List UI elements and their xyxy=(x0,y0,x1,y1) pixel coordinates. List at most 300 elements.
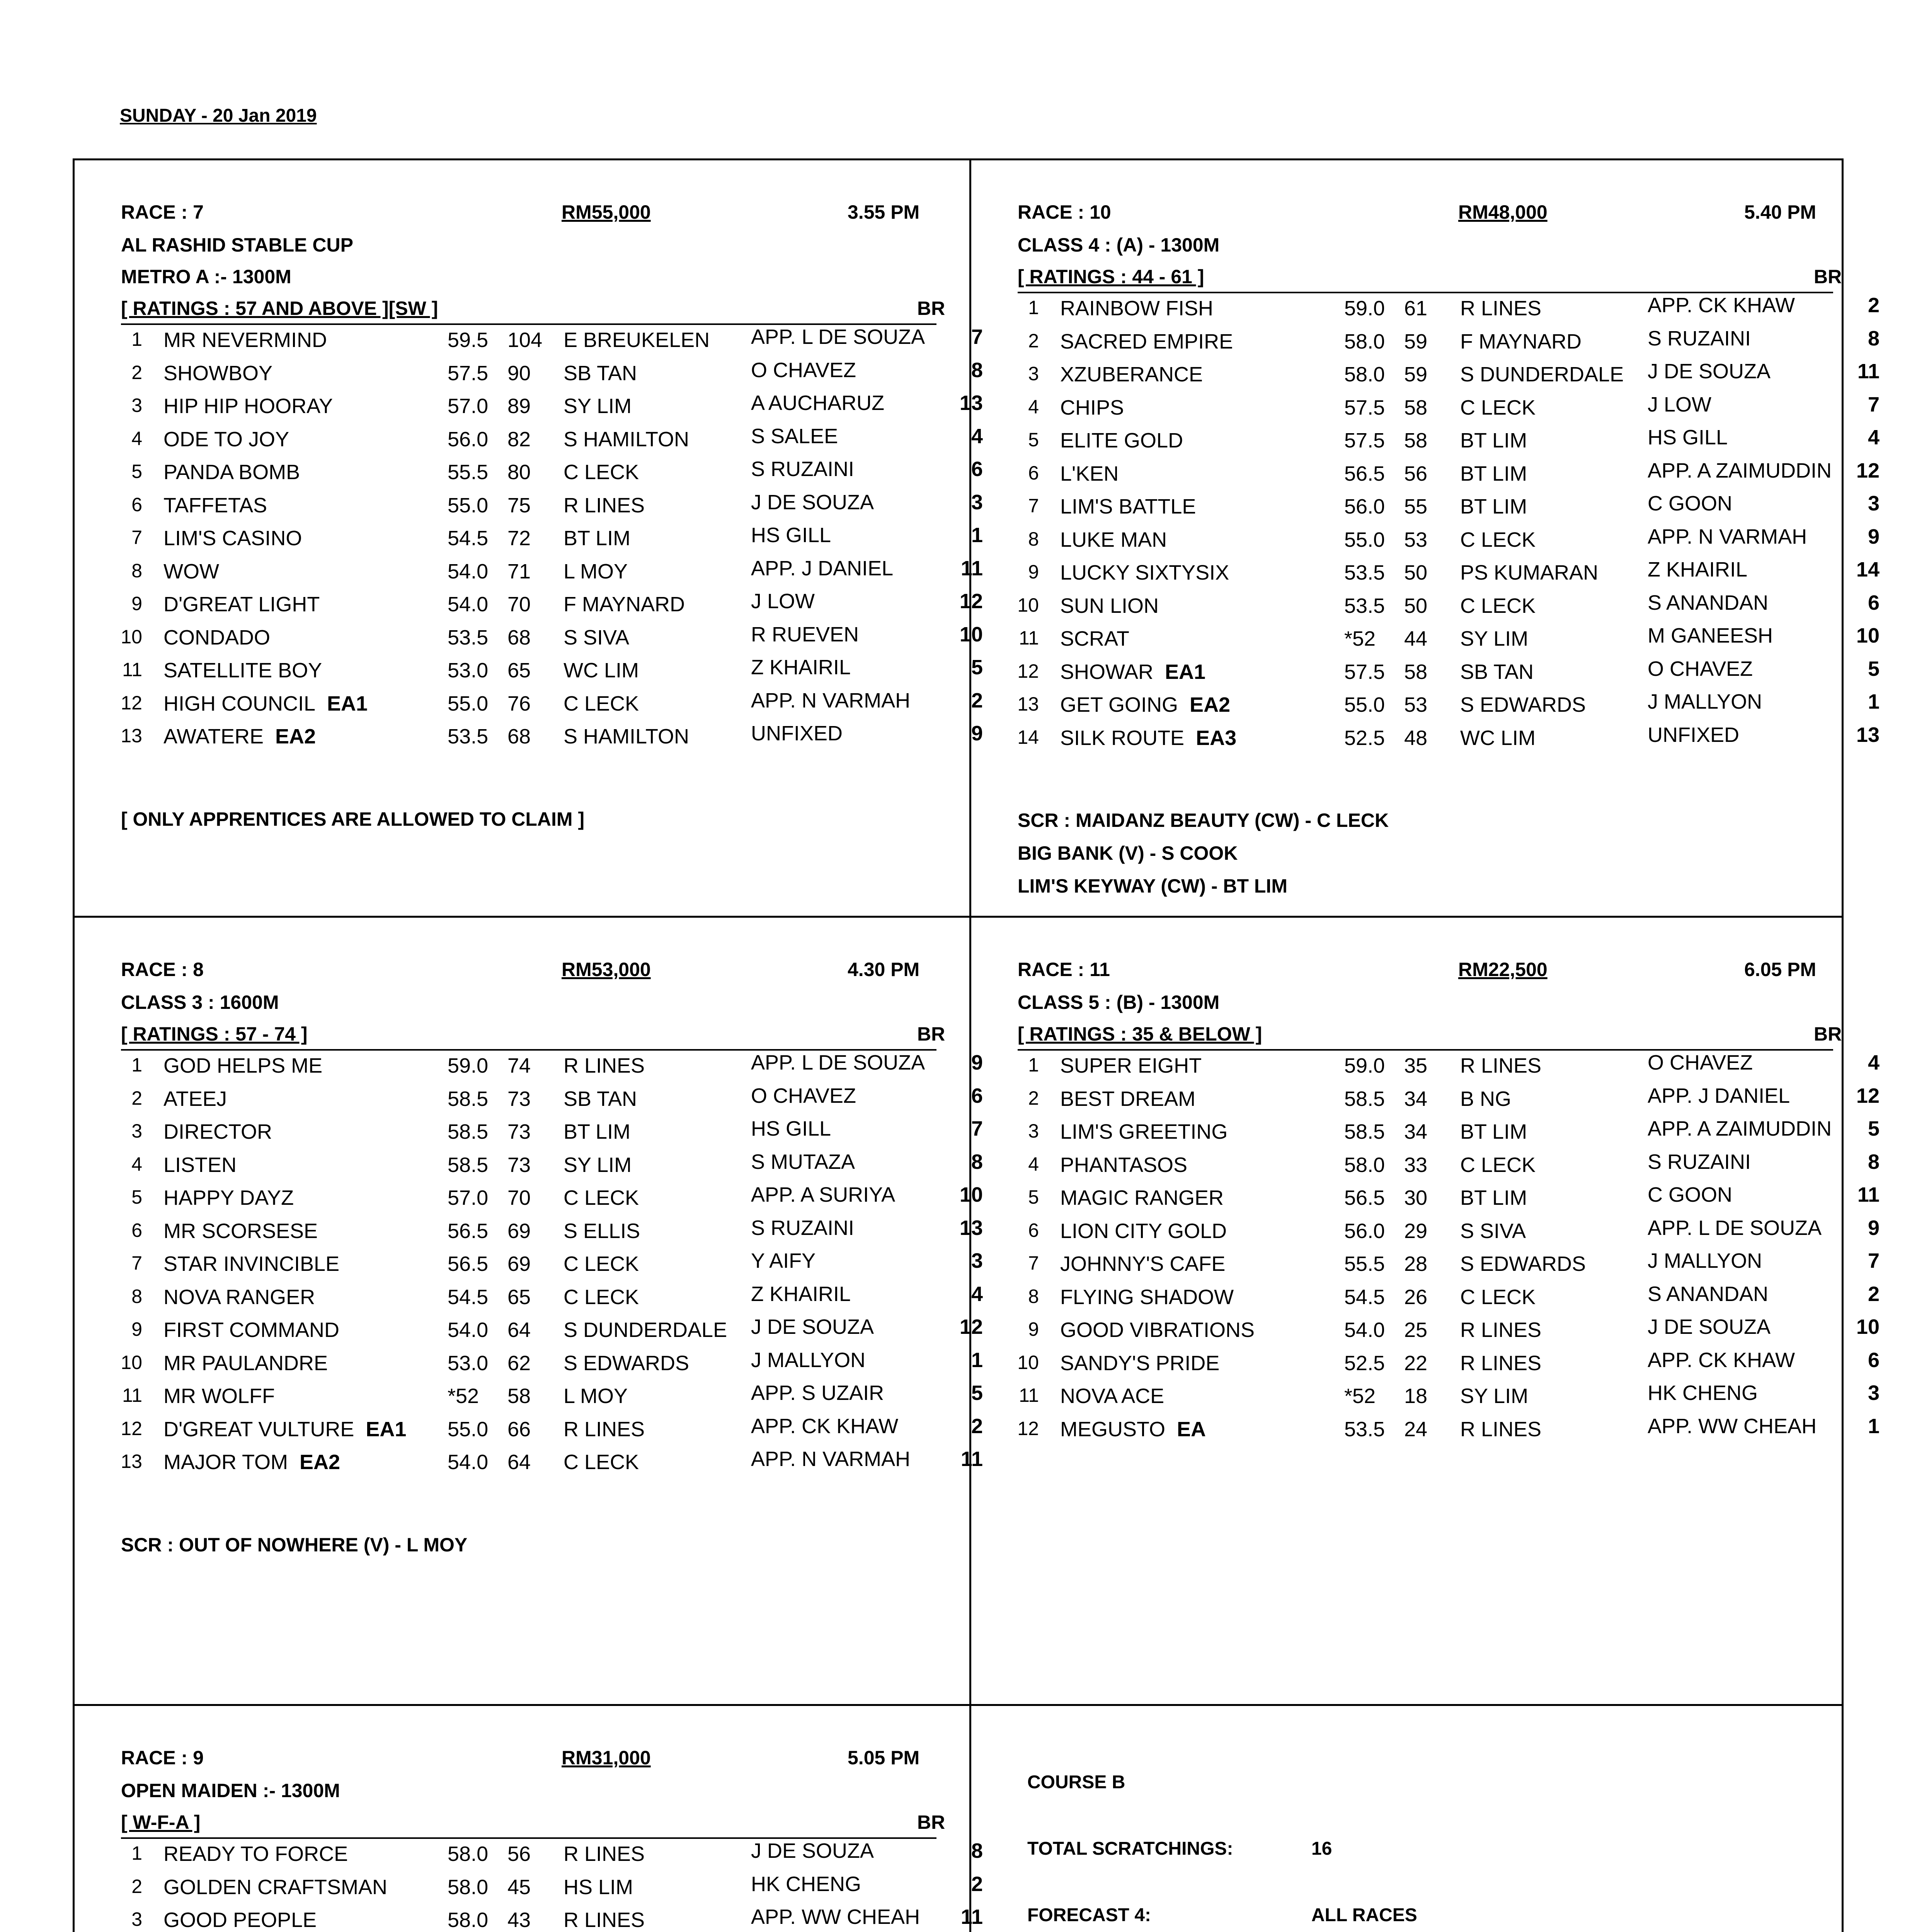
race-note: BIG BANK (V) - S COOK xyxy=(1018,842,1238,864)
rating: 64 xyxy=(507,1318,531,1342)
barrier: 6 xyxy=(971,1084,983,1107)
horse-name-text: LIM'S BATTLE xyxy=(1060,495,1196,518)
weight: 54.0 xyxy=(448,593,489,616)
horse-name-text: DIRECTOR xyxy=(163,1120,272,1143)
race-note: SCR : MAIDANZ BEAUTY (CW) - C LECK xyxy=(1018,810,1389,831)
runner-number: 13 xyxy=(121,725,142,747)
weight: 53.5 xyxy=(448,725,489,748)
horse-name-text: GOD HELPS ME xyxy=(163,1054,323,1077)
runner-number: 6 xyxy=(131,1219,142,1241)
rating: 25 xyxy=(1404,1318,1428,1342)
meeting-info-panel xyxy=(971,1706,1856,1932)
jockey: Z KHAIRIL xyxy=(751,656,851,679)
weight: 52.5 xyxy=(1344,726,1385,750)
trainer: S SIVA xyxy=(1460,1219,1526,1243)
jockey: UNFIXED xyxy=(751,722,843,745)
runner-row xyxy=(121,1183,983,1218)
race-purse: RM22,500 xyxy=(1458,959,1548,980)
horse-name xyxy=(163,1054,322,1078)
weight: 58.5 xyxy=(448,1120,489,1143)
race-8-panel xyxy=(75,918,983,1706)
runner-row xyxy=(121,1414,983,1450)
horse-name xyxy=(1060,396,1124,420)
trainer: R LINES xyxy=(1460,297,1542,320)
trainer: SY LIM xyxy=(564,1153,632,1177)
rating: 90 xyxy=(507,361,531,385)
barrier: 7 xyxy=(1868,393,1880,416)
trainer: WC LIM xyxy=(1460,726,1536,750)
trainer: S DUNDERDALE xyxy=(564,1318,727,1342)
runner-number: 2 xyxy=(1028,330,1039,352)
rating: 18 xyxy=(1404,1384,1428,1408)
barrier: 2 xyxy=(1868,1282,1880,1306)
weight: 56.0 xyxy=(1344,495,1385,518)
runner-number: 6 xyxy=(131,493,142,515)
jockey: HS GILL xyxy=(751,1117,831,1140)
race-ratings: [ RATINGS : 44 - 61 ] xyxy=(1018,266,1204,287)
horse-name xyxy=(1060,296,1213,320)
barrier: 11 xyxy=(960,1447,983,1471)
jockey: APP. CK KHAW xyxy=(751,1414,899,1438)
barrier: 5 xyxy=(1868,657,1880,680)
barrier: 9 xyxy=(971,722,983,745)
runner-number: 13 xyxy=(121,1451,142,1472)
horse-name-text: D'GREAT LIGHT xyxy=(163,593,320,616)
horse-name xyxy=(163,1384,275,1408)
runner-number: 8 xyxy=(131,1285,142,1307)
horse-name xyxy=(1060,726,1236,750)
horse-name xyxy=(163,526,302,550)
horse-name-text: HAPPY DAYZ xyxy=(163,1186,294,1209)
runner-row xyxy=(121,1381,983,1417)
horse-name-text: NOVA ACE xyxy=(1060,1384,1165,1408)
weight: 57.5 xyxy=(1344,660,1385,684)
trainer: B NG xyxy=(1460,1087,1512,1111)
barrier: 3 xyxy=(971,490,983,514)
jockey: APP. A ZAIMUDDIN xyxy=(1648,459,1832,482)
race-ratings: [ RATINGS : 57 AND ABOVE ][SW ] xyxy=(121,298,438,319)
jockey: APP. WW CHEAH xyxy=(1648,1414,1817,1438)
runner-number: 11 xyxy=(1019,627,1039,649)
runner-number: 4 xyxy=(1028,396,1039,418)
horse-name-text: WOW xyxy=(163,560,219,583)
horse-name xyxy=(163,1908,317,1932)
rating: 22 xyxy=(1404,1351,1428,1375)
weight: 58.0 xyxy=(1344,363,1385,386)
trainer: S SIVA xyxy=(564,626,630,649)
jockey: APP. N VARMAH xyxy=(751,1447,911,1471)
jockey: APP. S UZAIR xyxy=(751,1381,884,1405)
trainer: SB TAN xyxy=(564,361,637,385)
weight: 56.5 xyxy=(448,1219,489,1243)
runner-number: 12 xyxy=(1017,1417,1039,1439)
runner-row xyxy=(1017,657,1880,692)
runner-number: 3 xyxy=(1028,1120,1039,1142)
jockey: APP. A ZAIMUDDIN xyxy=(1648,1117,1832,1140)
runner-number: 7 xyxy=(1028,495,1039,517)
rating: 53 xyxy=(1404,528,1428,551)
jockey: R RUEVEN xyxy=(751,622,859,646)
rating: 74 xyxy=(507,1054,531,1077)
race-time: 5.40 PM xyxy=(1744,201,1817,223)
horse-name-text: SHOWBOY xyxy=(163,361,273,385)
runner-number: 3 xyxy=(131,1908,142,1930)
trainer: C LECK xyxy=(1460,396,1536,419)
barrier-header: BR xyxy=(917,1811,945,1833)
course-label: COURSE B xyxy=(1027,1772,1125,1793)
barrier: 12 xyxy=(1856,1084,1880,1107)
horse-name xyxy=(1060,362,1203,386)
runner-number: 1 xyxy=(131,1842,142,1864)
race-note: SCR : OUT OF NOWHERE (V) - L MOY xyxy=(121,1534,468,1556)
trainer: R LINES xyxy=(1460,1417,1542,1441)
barrier: 8 xyxy=(971,358,983,382)
trainer: S EDWARDS xyxy=(1460,1252,1586,1276)
rating: 64 xyxy=(507,1451,531,1474)
weight: 56.5 xyxy=(448,1252,489,1276)
race-number: RACE : 8 xyxy=(121,959,204,980)
rating: 65 xyxy=(507,1285,531,1309)
rating: 55 xyxy=(1404,495,1428,518)
trainer: SY LIM xyxy=(1460,1384,1529,1408)
jockey: Z KHAIRIL xyxy=(1648,558,1748,581)
horse-name xyxy=(1060,462,1119,486)
runner-row xyxy=(121,722,983,757)
rating: 70 xyxy=(507,593,531,616)
race-purse: RM48,000 xyxy=(1458,201,1548,223)
horse-name-text: D'GREAT VULTURE xyxy=(163,1417,354,1441)
weight: 54.0 xyxy=(1344,1318,1385,1342)
horse-name xyxy=(163,658,322,682)
horse-name-text: MR NEVERMIND xyxy=(163,328,327,352)
jockey: HS GILL xyxy=(1648,426,1728,449)
rating: 75 xyxy=(507,493,531,517)
emergency-acceptor: EA2 xyxy=(1190,693,1231,716)
emergency-acceptor: EA1 xyxy=(366,1417,407,1441)
trainer: SY LIM xyxy=(564,395,632,418)
barrier: 12 xyxy=(1856,459,1880,482)
jockey: J DE SOUZA xyxy=(751,1839,874,1862)
runner-row xyxy=(1018,624,1880,659)
rating: 80 xyxy=(507,461,531,484)
runner-row xyxy=(1018,1216,1880,1252)
barrier: 2 xyxy=(971,1872,983,1896)
rating: 66 xyxy=(507,1417,531,1441)
horse-name xyxy=(163,592,320,616)
horse-name xyxy=(1060,1054,1202,1078)
barrier: 11 xyxy=(960,1905,983,1929)
weight: 55.0 xyxy=(1344,693,1385,716)
horse-name xyxy=(1060,1120,1227,1144)
jockey: APP. L DE SOUZA xyxy=(1648,1216,1822,1240)
barrier: 1 xyxy=(1868,690,1880,713)
barrier: 3 xyxy=(1868,1381,1880,1405)
runner-row xyxy=(121,556,983,592)
runner-row xyxy=(121,1117,983,1152)
race-7-panel xyxy=(75,160,983,949)
horse-name xyxy=(163,560,219,583)
jockey: APP. WW CHEAH xyxy=(751,1905,920,1929)
rating: 82 xyxy=(507,427,531,451)
trainer: F MAYNARD xyxy=(1460,330,1582,353)
jockey: O CHAVEZ xyxy=(1648,657,1753,680)
jockey: APP. CK KHAW xyxy=(1648,1348,1795,1372)
weight: 55.5 xyxy=(448,461,489,484)
weight: *52 xyxy=(1344,1384,1376,1408)
runner-row xyxy=(121,1348,983,1384)
jockey: C GOON xyxy=(1648,1183,1733,1206)
runner-number: 2 xyxy=(131,361,142,383)
horse-name xyxy=(163,493,267,517)
race-time: 3.55 PM xyxy=(848,201,920,223)
runner-row xyxy=(121,1282,983,1318)
horse-name-text: RAINBOW FISH xyxy=(1060,297,1214,320)
horse-name-text: GOOD PEOPLE xyxy=(163,1908,317,1932)
horse-name xyxy=(1060,1252,1225,1276)
horse-name-text: BEST DREAM xyxy=(1060,1087,1196,1111)
rating: 104 xyxy=(507,328,543,352)
weight: 58.5 xyxy=(1344,1120,1385,1143)
rating: 50 xyxy=(1404,561,1428,584)
trainer: BT LIM xyxy=(1460,1186,1527,1209)
horse-name xyxy=(1060,429,1183,452)
horse-name xyxy=(163,626,270,650)
horse-name xyxy=(1060,1417,1206,1441)
weight: 57.5 xyxy=(1344,396,1385,419)
horse-name-text: MEGUSTO xyxy=(1060,1417,1166,1441)
rating: 58 xyxy=(1404,429,1428,452)
horse-name xyxy=(1060,1351,1219,1375)
trainer: F MAYNARD xyxy=(564,593,685,616)
barrier: 10 xyxy=(959,622,983,646)
trainer: C LECK xyxy=(564,692,639,715)
barrier: 6 xyxy=(1868,1348,1880,1372)
rating: 58 xyxy=(507,1384,531,1408)
runner-row xyxy=(1017,723,1880,759)
horse-name-text: ODE TO JOY xyxy=(163,427,289,451)
rating: 43 xyxy=(507,1908,531,1932)
weight: 55.0 xyxy=(448,493,489,517)
runner-number: 3 xyxy=(131,395,142,416)
race-time: 6.05 PM xyxy=(1744,959,1817,980)
trainer: BT LIM xyxy=(564,1120,631,1143)
horse-name-text: SILK ROUTE xyxy=(1060,726,1185,750)
rating: 68 xyxy=(507,626,531,649)
horse-name-text: STAR INVINCIBLE xyxy=(163,1252,340,1276)
race-number: RACE : 9 xyxy=(121,1747,204,1769)
runner-row xyxy=(121,325,983,361)
horse-name-text: NOVA RANGER xyxy=(163,1285,315,1309)
barrier: 4 xyxy=(1868,426,1880,449)
horse-name-text: JOHNNY'S CAFE xyxy=(1060,1252,1226,1276)
trainer: E BREUKELEN xyxy=(564,328,710,352)
emergency-acceptor: EA2 xyxy=(275,725,316,748)
trainer: BT LIM xyxy=(1460,462,1527,485)
horse-name xyxy=(163,692,368,716)
horse-name xyxy=(163,1120,272,1144)
trainer: SB TAN xyxy=(1460,660,1534,684)
jockey: J MALLYON xyxy=(1648,1249,1762,1272)
runner-row xyxy=(1018,294,1880,329)
race-number: RACE : 11 xyxy=(1018,959,1110,980)
runner-number: 2 xyxy=(1028,1087,1039,1109)
rating: 69 xyxy=(507,1252,531,1276)
runner-row xyxy=(1018,393,1880,428)
race-number: RACE : 7 xyxy=(121,201,204,223)
rating: 68 xyxy=(507,725,531,748)
barrier: 1 xyxy=(971,524,983,547)
horse-name-text: LUKE MAN xyxy=(1060,528,1167,551)
jockey: J MALLYON xyxy=(1648,690,1762,713)
horse-name xyxy=(163,1417,406,1441)
barrier: 13 xyxy=(959,1216,983,1240)
barrier: 8 xyxy=(971,1150,983,1173)
race-11-panel xyxy=(971,918,1880,1706)
runner-number: 1 xyxy=(131,1054,142,1076)
horse-name xyxy=(1060,1384,1164,1408)
rating: 59 xyxy=(1404,363,1428,386)
horse-name xyxy=(1060,495,1196,519)
horse-name xyxy=(1060,1219,1227,1243)
runner-row xyxy=(121,689,983,724)
horse-name-text: MR SCORSESE xyxy=(163,1219,318,1243)
race-number: RACE : 10 xyxy=(1018,201,1111,223)
trainer: C LECK xyxy=(1460,1285,1536,1309)
runner-row xyxy=(121,391,983,427)
trainer: HS LIM xyxy=(564,1875,633,1899)
trainer: S EDWARDS xyxy=(564,1351,690,1375)
horse-name-text: SACRED EMPIRE xyxy=(1060,330,1233,353)
runner-row xyxy=(1018,1282,1880,1318)
rating: 58 xyxy=(1404,396,1428,419)
horse-name-text: GOLDEN CRAFTSMAN xyxy=(163,1875,388,1899)
horse-name-text: LUCKY SIXTYSIX xyxy=(1060,561,1229,584)
rating: 29 xyxy=(1404,1219,1428,1243)
jockey: APP. A SURIYA xyxy=(751,1183,896,1206)
weight: 57.5 xyxy=(1344,429,1385,452)
horse-name xyxy=(1060,1186,1224,1210)
race-title-line: METRO A :- 1300M xyxy=(121,266,291,287)
horse-name-text: LIM'S CASINO xyxy=(163,527,302,550)
horse-name xyxy=(163,361,272,385)
runner-number: 5 xyxy=(131,461,142,482)
runner-number: 3 xyxy=(131,1120,142,1142)
runner-row xyxy=(121,1051,983,1086)
rating: 73 xyxy=(507,1087,531,1111)
barrier-header: BR xyxy=(1814,1023,1842,1045)
weight: 58.5 xyxy=(1344,1087,1385,1111)
runner-number: 1 xyxy=(1028,297,1039,318)
rating: 76 xyxy=(507,692,531,715)
rating: 28 xyxy=(1404,1252,1428,1276)
runner-row xyxy=(1018,1315,1880,1350)
jockey: Y AIFY xyxy=(751,1249,816,1272)
runner-number: 1 xyxy=(1028,1054,1039,1076)
trainer: S ELLIS xyxy=(564,1219,640,1243)
weight: 58.0 xyxy=(448,1908,489,1932)
horse-name xyxy=(1060,561,1229,585)
weight: 58.5 xyxy=(448,1087,489,1111)
runner-number: 7 xyxy=(1028,1252,1039,1274)
race-time: 5.05 PM xyxy=(848,1747,920,1769)
runner-row xyxy=(121,524,983,559)
rating: 62 xyxy=(507,1351,531,1375)
runner-number: 10 xyxy=(1017,1351,1039,1373)
runner-number: 4 xyxy=(131,427,142,449)
trainer: C LECK xyxy=(564,1252,639,1276)
horse-name-text: CHIPS xyxy=(1060,396,1124,419)
horse-name xyxy=(1060,1318,1255,1342)
rating: 73 xyxy=(507,1120,531,1143)
jockey: J DE SOUZA xyxy=(1648,360,1771,383)
horse-name xyxy=(1060,1153,1187,1177)
barrier: 8 xyxy=(1868,327,1880,350)
weight: 54.5 xyxy=(448,1285,489,1309)
runner-number: 9 xyxy=(131,593,142,614)
race-10-panel xyxy=(971,160,1880,949)
jockey: O CHAVEZ xyxy=(751,1084,856,1107)
race-title-line: CLASS 5 : (B) - 1300M xyxy=(1018,992,1220,1013)
runner-row xyxy=(1018,327,1880,362)
horse-name xyxy=(163,1153,237,1177)
trainer: L MOY xyxy=(564,1384,628,1408)
rating: 89 xyxy=(507,395,531,418)
runner-number: 13 xyxy=(1017,693,1039,715)
rating: 30 xyxy=(1404,1186,1428,1209)
meeting-date: SUNDAY - 20 Jan 2019 xyxy=(120,105,317,126)
horse-name-text: LIM'S GREETING xyxy=(1060,1120,1228,1143)
runner-row xyxy=(1017,1414,1880,1450)
horse-name-text: FLYING SHADOW xyxy=(1060,1285,1234,1309)
horse-name-text: TAFFETAS xyxy=(163,493,267,517)
runner-row xyxy=(121,590,983,625)
rating: 34 xyxy=(1404,1120,1428,1143)
barrier: 13 xyxy=(1856,723,1880,747)
trainer: S DUNDERDALE xyxy=(1460,363,1624,386)
trainer: C LECK xyxy=(1460,1153,1536,1177)
horse-name-text: FIRST COMMAND xyxy=(163,1318,339,1342)
race-card-grid xyxy=(73,158,1880,1932)
weight: 54.0 xyxy=(448,560,489,583)
trainer: R LINES xyxy=(1460,1054,1542,1077)
barrier: 8 xyxy=(1868,1150,1880,1173)
trainer: C LECK xyxy=(564,1285,639,1309)
horse-name-text: ATEEJ xyxy=(163,1087,227,1111)
race-note: LIM'S KEYWAY (CW) - BT LIM xyxy=(1018,875,1287,897)
runner-row xyxy=(1017,690,1880,725)
runner-number: 10 xyxy=(121,1351,142,1373)
trainer: BT LIM xyxy=(564,527,631,550)
barrier: 3 xyxy=(971,1249,983,1272)
horse-name-text: SHOWAR xyxy=(1060,660,1153,684)
jockey: S MUTAZA xyxy=(751,1150,855,1173)
runner-number: 9 xyxy=(131,1318,142,1340)
scratchings-label: TOTAL SCRATCHINGS: xyxy=(1027,1838,1233,1859)
barrier: 3 xyxy=(1868,492,1880,515)
horse-name-text: HIP HIP HOORAY xyxy=(163,395,333,418)
trainer: L MOY xyxy=(564,560,628,583)
weight: 56.0 xyxy=(1344,1219,1385,1243)
jockey: APP. L DE SOUZA xyxy=(751,325,925,349)
barrier: 1 xyxy=(971,1348,983,1372)
horse-name-text: ELITE GOLD xyxy=(1060,429,1183,452)
race-title-line: AL RASHID STABLE CUP xyxy=(121,234,353,256)
weight: 53.0 xyxy=(448,1351,489,1375)
rating: 48 xyxy=(1404,726,1428,750)
trainer: C LECK xyxy=(564,1451,639,1474)
horse-name xyxy=(163,1318,339,1342)
rating: 72 xyxy=(507,527,531,550)
